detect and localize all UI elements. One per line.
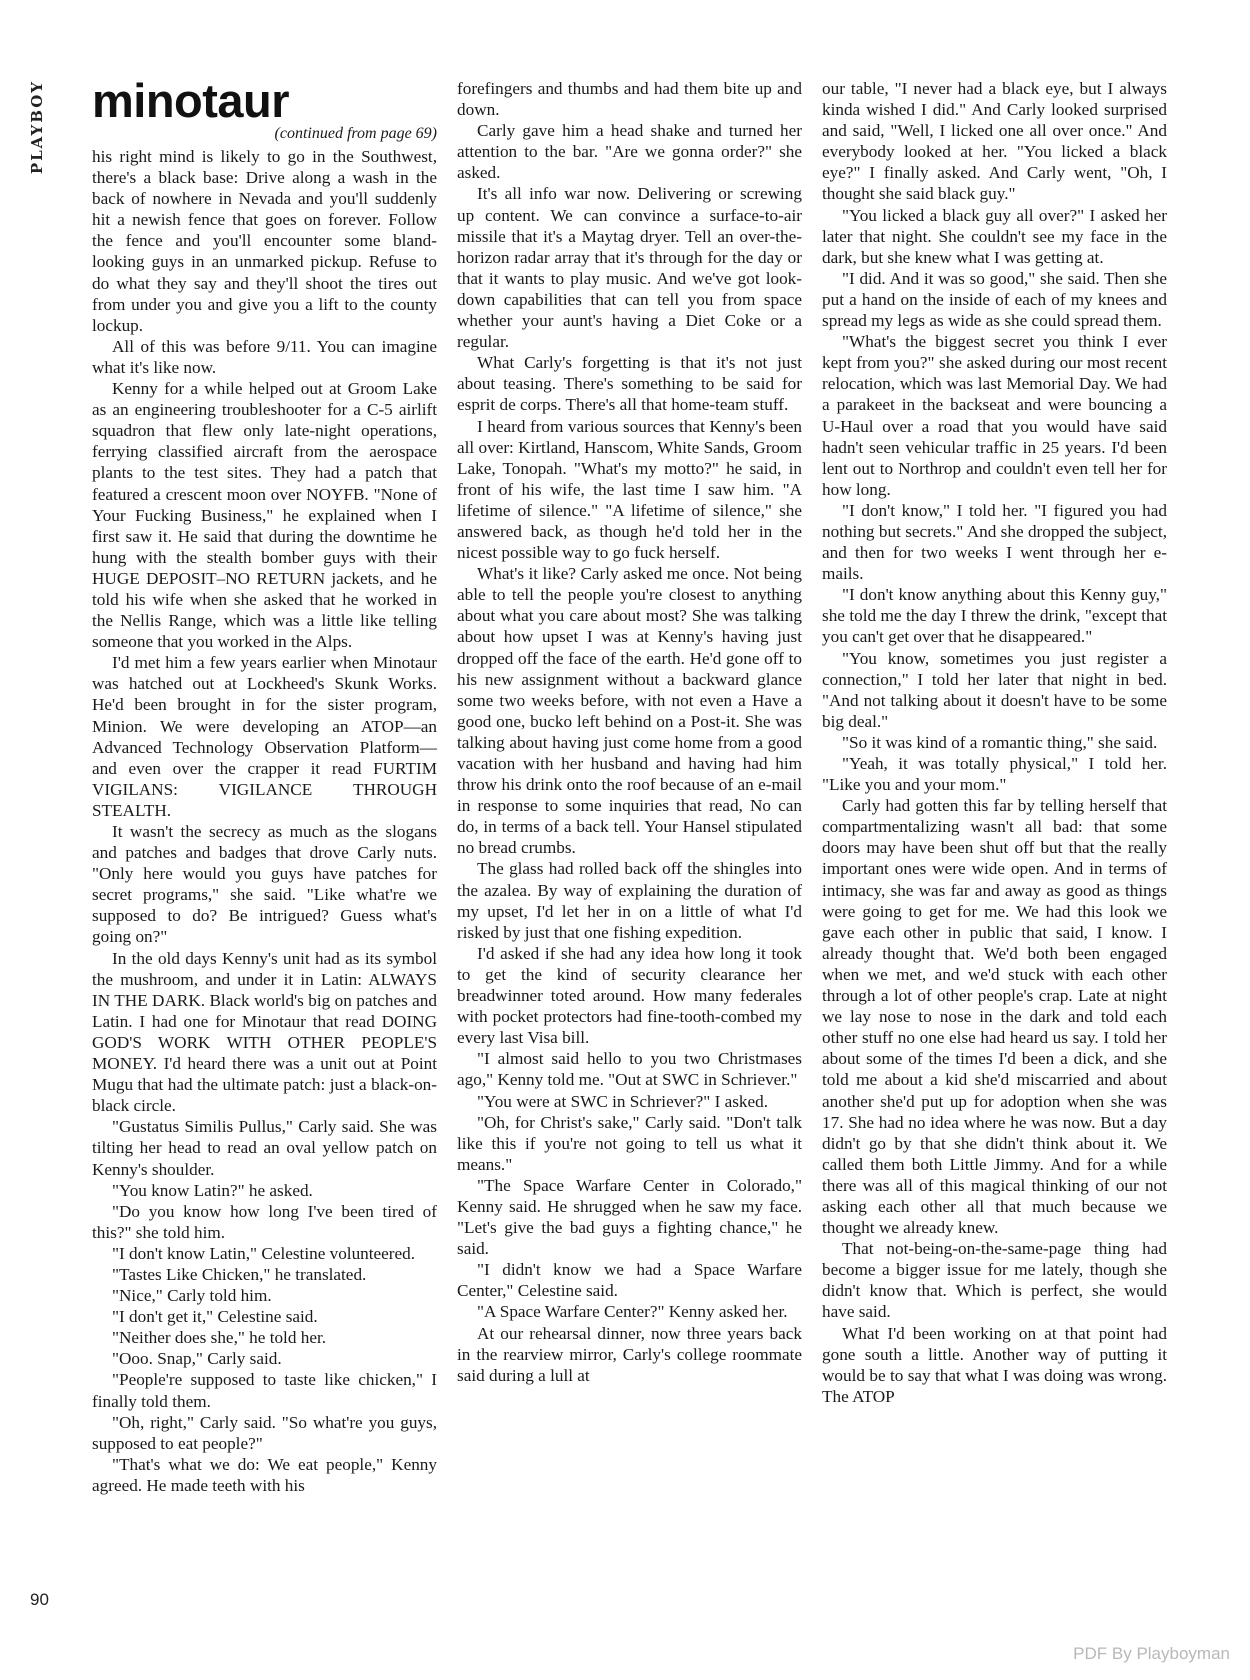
watermark-text: PDF By Playboyman: [1073, 1644, 1230, 1663]
paragraph: What Carly's forgetting is that it's not just about teasing. There's something to be said for esprit de corps. There's all that home-team stuff.: [457, 353, 802, 415]
paragraph: "You licked a black guy all over?" I asked her later that night. She couldn't see my face in the dark, but she knew what I was getting at.: [822, 205, 1167, 267]
paragraph: In the old days Kenny's unit had as its symbol the mushroom, and under it in Latin: ALWAYS IN THE DARK. Black world's big on patches and Latin. I had one for Minotaur that read DOING GOD'S WORK WITH OTHER PEOPLE'S MONEY. I'd heard there was a unit out at Point Mugu that had the ultimate patch: just a black-on-black circle.: [92, 948, 437, 1116]
paragraph: "I don't know," I told her. "I figured you had nothing but secrets." And she dropped the subject, and then for two weeks I went through her e-mails.: [822, 500, 1167, 584]
paragraph: "I don't know anything about this Kenny guy," she told me the day I threw the drink, "except that you can't get over that he disappeared.": [822, 585, 1167, 647]
paragraph: All of this was before 9/11. You can imagine what it's like now.: [92, 336, 437, 377]
paragraph: "So it was kind of a romantic thing," she said.: [842, 732, 1158, 752]
paragraph: It wasn't the secrecy as much as the slogans and patches and badges that drove Carly nuts. "Only here would you guys have patches for secret programs," she said. "Like what're we supposed to do? Be intrigued? Guess what's going on?": [92, 822, 437, 947]
paragraph: "Oh, right," Carly said. "So what're you guys, supposed to eat people?": [92, 1412, 437, 1453]
page-number: 90: [30, 1590, 49, 1609]
text-column-1: [92, 74, 437, 1496]
article-headline: minotaur: [92, 74, 290, 127]
paragraph: I'd met him a few years earlier when Minotaur was hatched out at Lockheed's Skunk Works. He'd been brought in for the sister program, Minion. We were developing an ATOP—an Advanced Technology Observation Platform—and even over the crapper it read FURTIM VIGILANS: VIGILANCE THROUGH STEALTH.: [92, 653, 437, 820]
paragraph: "That's what we do: We eat people," Kenny agreed. He made teeth with his: [92, 1454, 437, 1495]
paragraph: "I didn't know we had a Space Warfare Center," Celestine said.: [457, 1260, 802, 1301]
paragraph: What's it like? Carly asked me once. Not being able to tell the people you're closest to anything about what you care about most? She was talking about how upset I was at Kenny's having just dropped off the face of the earth. He'd gone off to his new assignment without a backward glance some two weeks before, with not even a Have a good one, bucko left behind on a Post-it. She was talking about having just come home from a good vacation with her husband and having had him throw his drink onto the roof because of an e-mail in response to some inquiries that read, No can do, in terms of a back tell. Your Hansel stipulated no bread crumbs.: [457, 564, 802, 858]
paragraph: "You were at SWC in Schriever?" I asked.: [477, 1091, 769, 1111]
paragraph: "You know Latin?" he asked.: [112, 1180, 313, 1200]
paragraph: forefingers and thumbs and had them bite up and down.: [457, 79, 802, 120]
column-1-body: [92, 146, 437, 1496]
paragraph: "Nice," Carly told him.: [112, 1286, 272, 1306]
paragraph: "What's the biggest secret you think I ever kept from you?" she asked during our most recent relocation, which was last Memorial Day. We had a parakeet in the backseat and were bouncing a U-Haul over a road that you would have said hadn't seen vehicular traffic in 25 years. I'd been lent out to Northrop and couldn't even tell her for how long.: [822, 332, 1167, 499]
paragraph: "Oh, for Christ's sake," Carly said. "Don't talk like this if you're not going to tell us what it means.": [457, 1112, 802, 1174]
paragraph: I heard from various sources that Kenny's been all over: Kirtland, Hanscom, White Sands, Groom Lake, Tonopah. "What's my motto?" he said, in front of his wife, the last time I saw him. "A lifetime of silence." "A lifetime of silence," she answered back, as though he'd told her in the nicest possible way to go fuck herself.: [457, 416, 802, 563]
paragraph: "A Space Warfare Center?" Kenny asked her.: [477, 1302, 788, 1322]
paragraph: I'd asked if she had any idea how long it took to get the kind of security clearance her breadwinner toted around. How many federales with pocket protectors had fine-tooth-combed my every last Visa bill.: [457, 943, 802, 1048]
paragraph: "I don't know Latin," Celestine volunteered.: [112, 1243, 416, 1263]
paragraph: "Gustatus Similis Pullus," Carly said. She was tilting her head to read an oval yellow patch on Kenny's shoulder.: [92, 1117, 437, 1179]
paragraph: "I don't get it," Celestine said.: [112, 1307, 318, 1327]
continued-from-note: (continued from page 69): [274, 125, 437, 142]
paragraph: "People're supposed to taste like chicken," I finally told them.: [92, 1370, 437, 1411]
paragraph: "Neither does she," he told her.: [112, 1328, 327, 1348]
paragraph: "You know, sometimes you just register a connection," I told her later that night in bed. "And not talking about it doesn't have to be some big deal.": [822, 648, 1167, 731]
paragraph: "I did. And it was so good," she said. Then she put a hand on the inside of each of my knees and spread my legs as wide as she could spread them.: [822, 268, 1167, 331]
paragraph: What I'd been working on at that point had gone south a little. Another way of putting it would be to say that what I was doing was wrong. The ATOP: [822, 1323, 1167, 1406]
paragraph: Carly gave him a head shake and turned her attention to the bar. "Are we gonna order?" she asked.: [457, 121, 802, 183]
paragraph: our table, "I never had a black eye, but I always kinda wished I did." And Carly looked surprised and said, "Well, I licked one all over once." And everybody looked at her. "You licked a black eye?" I finally asked. And Carly went, "Oh, I thought she said black guy.": [822, 79, 1167, 204]
paragraph: his right mind is likely to go in the Southwest, there's a black base: Drive along a wash in the back of nowhere in Nevada and you'll suddenly hit a newish fence that goes on forever. Follow the fence and you'll encounter some bland-looking guys in an unmarked pickup. Refuse to do what they say and they'll shoot the tires out from under you and give you a lift to the county lockup.: [92, 147, 437, 335]
paragraph: That not-being-on-the-same-page thing had become a bigger issue for me lately, though she didn't know that. Which is perfect, she would have said.: [822, 1239, 1167, 1322]
text-column-2: [457, 78, 802, 1386]
magazine-masthead: PLAYBOY: [28, 80, 46, 175]
paragraph: The glass had rolled back off the shingles into the azalea. By way of explaining the duration of my upset, I'd let her in on a little of what I'd risked by just that one fishing expedition.: [457, 859, 802, 942]
paragraph: "Ooo. Snap," Carly said.: [112, 1349, 282, 1369]
paragraph: Kenny for a while helped out at Groom Lake as an engineering troubleshooter for a C-5 airlift squadron that flew only late-night operations, ferrying classified aircraft from the aerospace plants to the test sites. They had a patch that featured a crescent moon over NOYFB. "None of Your Fucking Business," he explained when I first saw it. He said that during the downtime he hung with the stealth bomber guys with their HUGE DEPOSIT–NO RETURN jackets, and he told his wife when she asked that he worked in the Nellis Range, which was a little like telling someone that you worked in the Alps.: [92, 379, 437, 652]
paragraph: "Tastes Like Chicken," he translated.: [112, 1264, 367, 1284]
paragraph: "Do you know how long I've been tired of this?" she told him.: [92, 1201, 437, 1242]
text-column-3: [822, 78, 1167, 1407]
paragraph: At our rehearsal dinner, now three years back in the rearview mirror, Carly's college roommate said during a lull at: [457, 1323, 802, 1385]
paragraph: "The Space Warfare Center in Colorado," Kenny said. He shrugged when he saw my face. "Let's give the bad guys a fighting chance," he said.: [457, 1175, 802, 1259]
paragraph: Carly had gotten this far by telling herself that compartmentalizing wasn't all bad: that some doors may have been shut off but that the really important ones were wide open. And in terms of intimacy, she was far and away as good as things were going to get for me. We had this look we gave each other in public that said, I know. I already thought that. We'd both been engaged when we met, and we'd stuck with each other through a lot of other people's crap. Late at night we lay nose to nose in the dark and told each other stuff no one else had heard us say. I told her about some of the times I'd been a dick, and she told me about a kid she'd miscarried and about another she'd put up for adoption when she was 17. She had no idea where he was now. But a day didn't go by that she didn't think about it. We called them both Little Jimmy. And for a while there was all of this magical thinking of our not asking each other all that much because we thought we already knew.: [822, 796, 1167, 1238]
paragraph: "I almost said hello to you two Christmases ago," Kenny told me. "Out at SWC in Schriever.": [457, 1049, 802, 1090]
paragraph: It's all info war now. Delivering or screwing up content. We can convince a surface-to-air missile that it's a Maytag dryer. Tell an over-the-horizon radar array that it's through for the day or that it wants to play music. And we've got look-down capabilities that can tell you from space whether your aunt's having a Diet Coke or a regular.: [457, 184, 802, 352]
paragraph: "Yeah, it was totally physical," I told her. "Like you and your mom.": [822, 754, 1167, 795]
